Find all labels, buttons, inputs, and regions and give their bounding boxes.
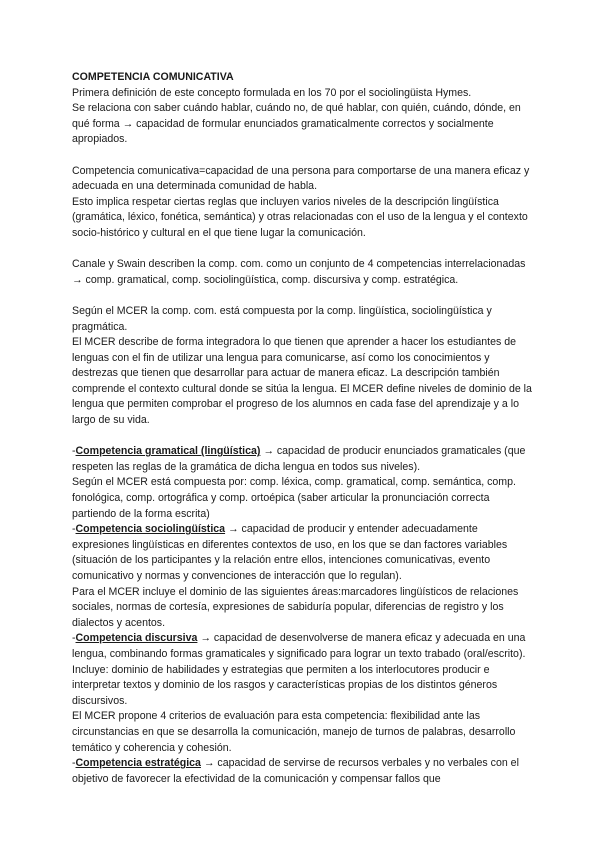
discursiva-criteria: El MCER propone 4 criterios de evaluación para esta competencia: flexibilidad ante las circunstancias en que se desarrolla la comunicación, manejo de turnos de palabras, desarrollo temático y coherencia y cohesión. [72,710,516,754]
paragraph-mcer-composition: Según el MCER la comp. com. está compuesta por la comp. lingüística, sociolingüística y pragmática. [72,304,492,333]
heading-estrategica: Competencia estratégica [75,757,201,770]
paragraph-canale-swain: Canale y Swain describen la comp. com. como un conjunto de 4 competencias interrelacionadas → comp. gramatical, comp. sociolingüística, comp. discursiva y comp. estratégica. [72,258,526,286]
paragraph-definition: Competencia comunicativa=capacidad de una persona para comportarse de una manera eficaz y adecuada en una determinada comunidad de habla. [72,164,530,193]
paragraph-gap [72,429,532,445]
gramatical-mcer: Según el MCER está compuesta por: comp. léxica, comp. gramatical, comp. semántica, comp. fonológica, comp. ortográfica y comp. ortoépica (saber articular la pronunciación correcta partiendo de la forma escrita) [72,476,516,520]
paragraph-mcer-description: El MCER describe de forma integradora lo que tienen que aprender a hacer los estudiantes de lenguas con el fin de utilizar una lengua para comunicarse, así como los conocimientos y destrezas que tienen que desarrollar para actuar de manera eficaz. La descripción también comprende el contexto cultural donde se sitúa la lengua. El MCER define niveles de dominio de la lengua que permiten comprobar el progreso de los alumnos en cada fase del aprendizaje y a lo largo de su vida. [72,336,532,427]
estrategica-text: → capacidad de servirse de recursos verbales y no verbales con el objetivo de favorecer la efectividad de la comunicación y compensar fallos que [72,757,519,785]
paragraph-gap [72,288,532,304]
paragraph-gap [72,148,532,164]
heading-gramatical: Competencia gramatical (lingüística) [75,445,261,458]
section-gramatical: -Competencia gramatical (lingüística) → capacidad de producir enunciados gramaticales (que respeten las reglas de la gramática de dicha lengua en todos sus niveles). [72,445,526,473]
heading-discursiva: Competencia discursiva [75,632,198,645]
sociolinguistica-mcer: Para el MCER incluye el dominio de las siguientes áreas:marcadores lingüísticos de relaciones sociales, normas de cortesía, expresiones de sabiduría popular, diferencias de registro y los dialectos y acentos. [72,585,519,629]
document-body [72,70,532,787]
document-title: COMPETENCIA COMUNICATIVA [72,71,234,83]
discursiva-includes: Incluye: dominio de habilidades y estrategias que permiten a los interlocutores producir e interpretar textos y dominio de los rasgos y características propias de los distintos géneros discursivos. [72,663,498,707]
section-estrategica: -Competencia estratégica → capacidad de servirse de recursos verbales y no verbales con el objetivo de favorecer la efectividad de la comunicación y compensar fallos que [72,757,519,785]
gramatical-text: → capacidad de producir enunciados gramaticales (que respeten las reglas de la gramática de dicha lengua en todos sus niveles). [72,445,526,473]
section-discursiva: -Competencia discursiva → capacidad de desenvolverse de manera eficaz y adecuada en una lengua, combinando formas gramaticales y significado para lograr un texto trabado (oral/escrito). [72,632,526,660]
paragraph-hymes: Primera definición de este concepto formulada en los 70 por el sociolingüista Hymes. [72,86,472,99]
heading-sociolinguistica: Competencia sociolingüística [75,523,226,536]
paragraph-rules: Esto implica respetar ciertas reglas que incluyen varios niveles de la descripción lingüística (gramática, léxico, fonética, semántica) y otras relacionadas con el uso de la lengua y el contexto socio-histórico y cultural en el que tiene lugar la comunicación. [72,195,528,239]
section-sociolinguistica: -Competencia sociolingüística → capacidad de producir y entender adecuadamente expresiones lingüísticas en diferentes contextos de uso, en los que se dan factores variables (situación de los participantes y la relación entre ellos, intenciones comunicativas, evento comunicativo y normas y convenciones de interacción que lo regulan). [72,523,508,582]
paragraph-gap [72,242,532,258]
paragraph-relation: Se relaciona con saber cuándo hablar, cuándo no, de qué hablar, con quién, cuándo, dónde, en qué forma → capacidad de formular enunciados gramaticalmente correctos y socialmente apropiados. [72,102,521,146]
sociolinguistica-text: → capacidad de producir y entender adecuadamente expresiones lingüísticas en diferentes contextos de uso, en los que se dan factores variables (situación de los participantes y la relación entre ellos, intenciones comunicativas, evento comunicativo y normas y convenciones de interacción que lo regulan). [72,523,508,582]
discursiva-text: → capacidad de desenvolverse de manera eficaz y adecuada en una lengua, combinando formas gramaticales y significado para lograr un texto trabado (oral/escrito). [72,632,526,660]
